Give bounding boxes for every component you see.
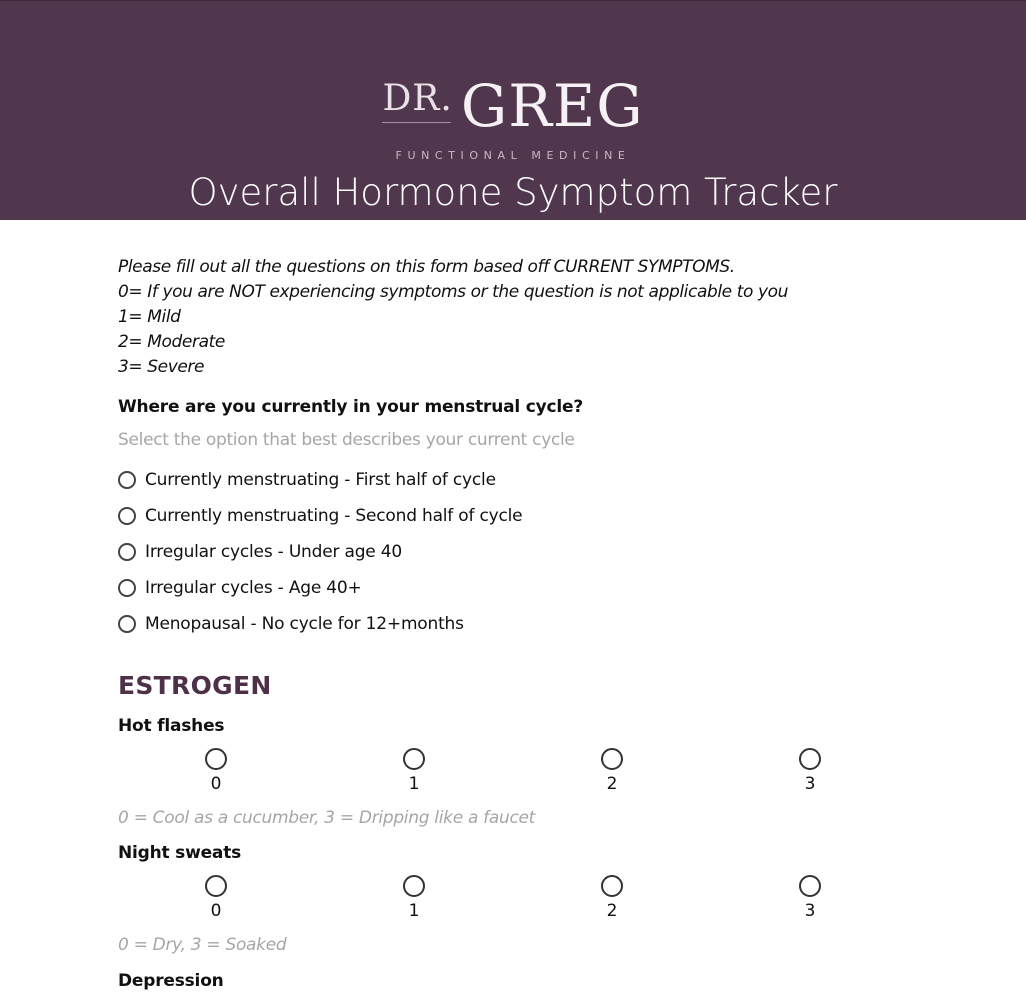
radio-button[interactable] <box>118 471 136 489</box>
radio-button[interactable] <box>118 507 136 525</box>
question-depression: Depression <box>118 971 224 991</box>
cycle-option-label: Currently menstruating - Second half of cycle <box>145 506 523 526</box>
logo-prefix <box>382 77 460 121</box>
question-hot-flashes: Hot flashes <box>118 716 225 736</box>
logo-name: GREG <box>460 72 644 140</box>
brand-logo <box>0 72 1026 140</box>
instruction-line: Please fill out all the questions on this form based off CURRENT SYMPTOMS. <box>118 257 735 277</box>
logo-tagline: FUNCTIONAL MEDICINE <box>395 149 631 162</box>
cycle-option-label: Irregular cycles - Age 40+ <box>145 578 362 598</box>
radio-button[interactable] <box>799 748 821 770</box>
rating-label: 3 <box>804 774 816 794</box>
radio-button[interactable] <box>601 748 623 770</box>
radio-button[interactable] <box>403 748 425 770</box>
rating-option[interactable] <box>394 748 434 794</box>
rating-option[interactable] <box>790 875 830 921</box>
cycle-option[interactable] <box>118 470 496 490</box>
logo-divider <box>382 122 450 123</box>
hint-night-sweats: 0 = Dry, 3 = Soaked <box>118 935 287 955</box>
cycle-option-label: Irregular cycles - Under age 40 <box>145 542 402 562</box>
cycle-option[interactable] <box>118 614 464 634</box>
radio-button[interactable] <box>118 579 136 597</box>
rating-option[interactable] <box>592 875 632 921</box>
cycle-option-label: Currently menstruating - First half of cycle <box>145 470 496 490</box>
rating-option[interactable] <box>592 748 632 794</box>
rating-label: 0 <box>210 774 222 794</box>
instruction-line: 1= Mild <box>118 307 181 327</box>
rating-label: 0 <box>210 901 222 921</box>
radio-button[interactable] <box>205 748 227 770</box>
rating-scale-hot-flashes <box>118 748 908 794</box>
rating-label: 2 <box>606 901 618 921</box>
cycle-option[interactable] <box>118 506 522 526</box>
question-night-sweats: Night sweats <box>118 843 242 863</box>
rating-option[interactable] <box>790 748 830 794</box>
cycle-option[interactable] <box>118 542 402 562</box>
instruction-line: 2= Moderate <box>118 332 225 352</box>
radio-button[interactable] <box>403 875 425 897</box>
cycle-option-label: Menopausal - No cycle for 12+months <box>145 614 464 634</box>
instructions <box>118 255 898 380</box>
radio-button[interactable] <box>799 875 821 897</box>
section-heading-estrogen: ESTROGEN <box>118 671 272 700</box>
radio-button[interactable] <box>601 875 623 897</box>
instruction-line: 3= Severe <box>118 357 205 377</box>
instruction-line: 0= If you are NOT experiencing symptoms or the question is not applicable to you <box>118 282 789 302</box>
rating-option[interactable] <box>196 875 236 921</box>
radio-button[interactable] <box>118 543 136 561</box>
radio-button[interactable] <box>118 615 136 633</box>
page-title: Overall Hormone Symptom Tracker <box>188 171 838 214</box>
radio-button[interactable] <box>205 875 227 897</box>
logo-prefix-text: DR. <box>382 78 453 119</box>
rating-option[interactable] <box>196 748 236 794</box>
hint-hot-flashes: 0 = Cool as a cucumber, 3 = Dripping like a faucet <box>118 808 536 828</box>
cycle-option[interactable] <box>118 578 362 598</box>
cycle-question-subtitle: Select the option that best describes your current cycle <box>118 430 575 450</box>
rating-label: 1 <box>408 901 420 921</box>
page-header <box>0 0 1026 220</box>
rating-label: 3 <box>804 901 816 921</box>
rating-option[interactable] <box>394 875 434 921</box>
cycle-question-title: Where are you currently in your menstrual cycle? <box>118 397 583 417</box>
rating-scale-night-sweats <box>118 875 908 921</box>
rating-label: 2 <box>606 774 618 794</box>
form-content <box>118 255 898 991</box>
rating-label: 1 <box>408 774 420 794</box>
